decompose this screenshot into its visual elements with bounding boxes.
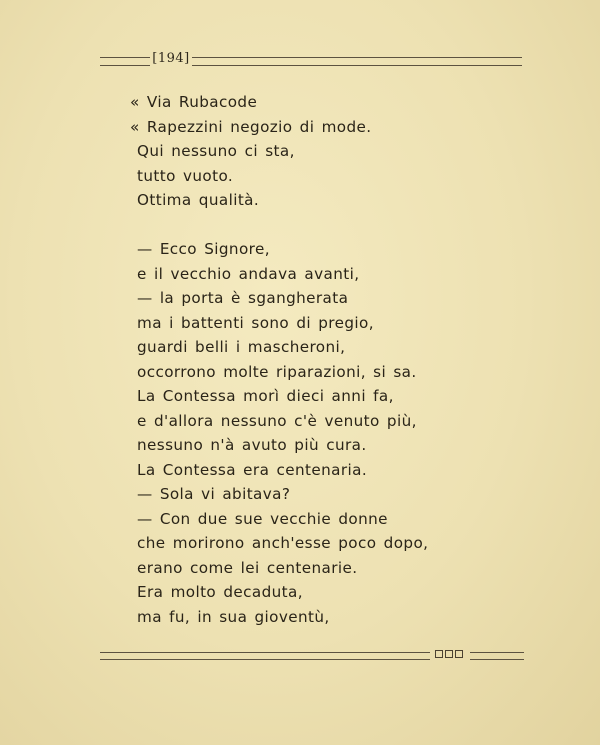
three-squares-ornament-icon <box>435 650 467 660</box>
ornament-square <box>445 650 453 658</box>
poem-line: — Sola vi abitava? <box>137 485 291 503</box>
poem-line: occorrono molte riparazioni, si sa. <box>137 362 417 381</box>
ornament-square <box>455 650 463 658</box>
ornament-square <box>435 650 443 658</box>
poem-line: nessuno n'à avuto più cura. <box>137 436 367 454</box>
poem-line: erano come lei centenarie. <box>137 558 358 577</box>
poem-line: Ottima qualità. <box>137 191 260 209</box>
page-number: [194] <box>152 51 190 66</box>
poem-line: Era molto decaduta, <box>137 583 303 601</box>
poem-line: — Con due sue vecchie donne <box>137 509 388 528</box>
poem-line: e d'allora nessuno c'è venuto più, <box>137 411 417 430</box>
poem-text <box>130 90 429 629</box>
poem-line: tutto vuoto. <box>137 166 234 185</box>
poem-line: La Contessa era centenaria. <box>137 460 368 479</box>
poem-line: ma fu, in sua gioventù, <box>137 607 330 626</box>
poem-line: « Via Rubacode <box>130 93 258 111</box>
poem-line: — Ecco Signore, <box>137 240 270 258</box>
stanza-break <box>137 213 428 238</box>
footer-rule-left <box>100 652 430 660</box>
footer-rule-right <box>470 652 524 660</box>
poem-line: Qui nessuno ci sta, <box>137 142 295 160</box>
poem-line: — la porta è sgangherata <box>137 289 349 307</box>
header-rule-right <box>192 57 522 66</box>
poem-line: « Rapezzini negozio di mode. <box>130 117 372 136</box>
poem-line: che morirono anch'esse poco dopo, <box>137 534 429 552</box>
poem-line: e il vecchio andava avanti, <box>137 264 360 283</box>
poem-line: La Contessa morì dieci anni fa, <box>137 387 394 405</box>
poem-line: ma i battenti sono di pregio, <box>137 313 374 332</box>
poem-line: guardi belli i mascheroni, <box>137 338 346 356</box>
header-rule-left <box>100 57 150 66</box>
